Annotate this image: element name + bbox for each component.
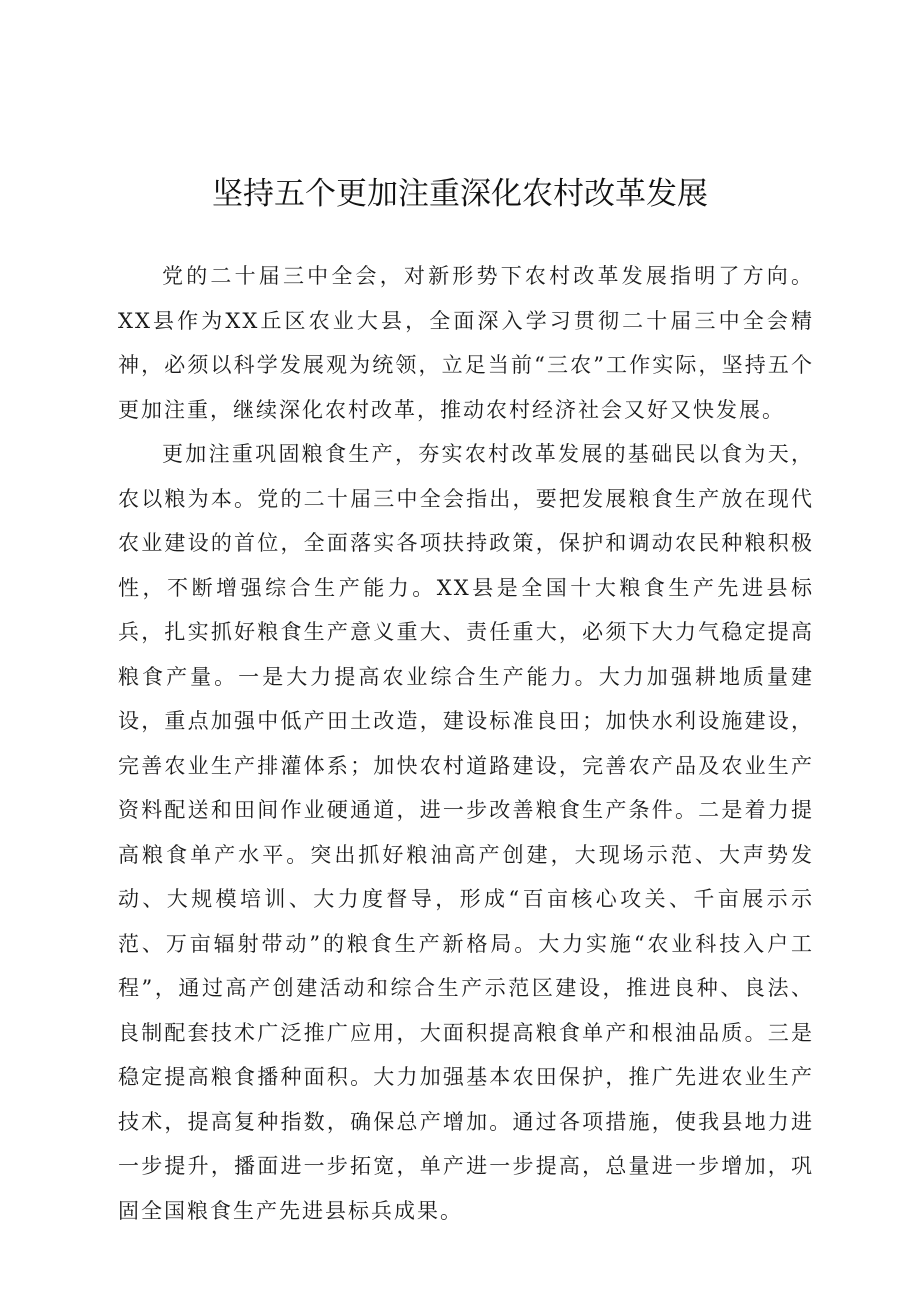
paragraph-grain-production: 更加注重巩固粮食生产，夯实农村改革发展的基础民以食为天，农以粮为本。党的二十届三中全会指出，要把发展粮食生产放在现代农业建设的首位，全面落实各项扶持政策，保护和调动农民种粮积极性，不断增强综合生产能力。XX县是全国十大粮食生产先进县标兵，扎实抓好粮食生产意义重大、责任重大，必须下大力气稳定提高粮食产量。一是大力提高农业综合生产能力。大力加强耕地质量建设，重点加强中低产田土改造，建设标准良田；加快水利设施建设，完善农业生产排灌体系；加快农村道路建设，完善农产品及农业生产资料配送和田间作业硬通道，进一步改善粮食生产条件。二是着力提高粮食单产水平。突出抓好粮油高产创建，大现场示范、大声势发动、大规模培训、大力度督导，形成“百亩核心攻关、千亩展示示范、万亩辐射带动”的粮食生产新格局。大力实施“农业科技入户工程”，通过高产创建活动和综合生产示范区建设，推进良种、良法、良制配套技术广泛推广应用，大面积提高粮食单产和根油品质。三是稳定提高粮食播种面积。大力加强基本农田保护，推广先进农业生产技术，提高复种指数，确保总产增加。通过各项措施，使我县地力进一步提升，播面进一步拓宽，单产进一步提高，总量进一步增加，巩固全国粮食生产先进县标兵成果。 — [118, 442, 814, 1223]
paragraph-intro: 党的二十届三中全会，对新形势下农村改革发展指明了方向。XX县作为XX丘区农业大县，全面深入学习贯彻二十届三中全会精神，必须以科学发展观为统领，立足当前“三农”工作实际，坚持五个更加注重，继续深化农村改革，推动农村经济社会又好又快发展。 — [118, 264, 814, 422]
document-title: 坚持五个更加注重深化农村改革发展 — [212, 176, 708, 212]
document-body — [118, 254, 814, 1233]
